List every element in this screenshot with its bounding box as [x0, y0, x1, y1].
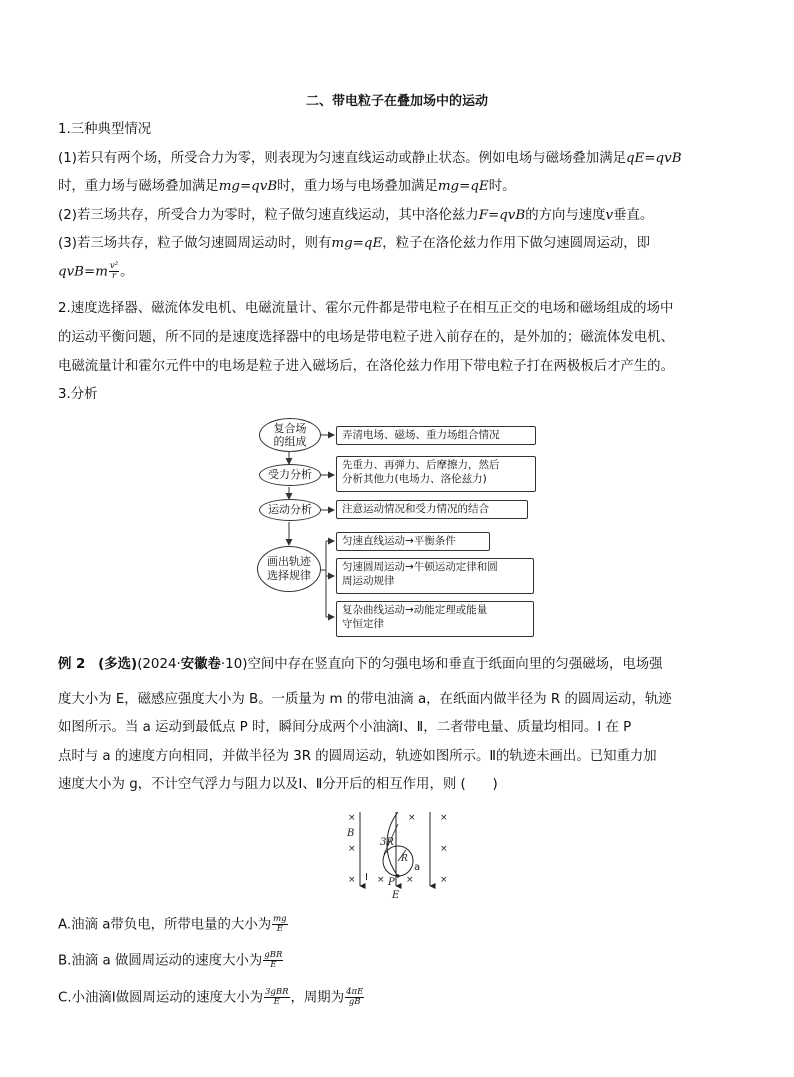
case3-fraction-den: r	[111, 271, 117, 281]
case2-text-post: 垂直。	[613, 208, 654, 223]
option-C-den2: gB	[348, 997, 361, 1007]
label-a: a	[414, 862, 421, 873]
option-C	[58, 988, 365, 1008]
option-C-num2: 4πE	[346, 987, 364, 997]
option-C-text: C.小油滴Ⅰ做圆周运动的速度大小为	[58, 990, 264, 1006]
flow-step4-line1: 画出轨迹	[267, 555, 311, 568]
flow-step1-line2: 的组成	[273, 435, 307, 448]
section2-line2: 的运动平衡问题，所不同的是速度选择器中的电场是带电粒子进入前存在的，是外加的；磁流体发电机、	[58, 330, 674, 345]
option-C-fraction-1	[264, 988, 290, 1007]
flow-step4-line2: 选择规律	[267, 569, 311, 582]
case2-text-pre: (2)若三场共存，所受合力为零时，粒子做匀速直线运动，其中洛伦兹力	[58, 208, 479, 223]
flow-step-trajectory	[257, 546, 321, 592]
label-I: Ⅰ	[365, 872, 368, 883]
flow-branch3-line1: 复杂曲线运动→动能定理或能量	[342, 604, 488, 616]
field-figure	[336, 806, 456, 906]
magnetic-field-cross: ×	[440, 875, 448, 885]
case1-formula-b1: mg=qvB	[218, 179, 278, 194]
section-title: 二、带电粒子在叠加场中的运动	[305, 94, 488, 109]
example-line5: 速度大小为 g，不计空气浮力与阻力以及Ⅰ、Ⅱ分开后的相互作用，则 ( )	[58, 777, 498, 792]
case1-text-b-mid: 时，重力场与电场叠加满足	[277, 179, 438, 194]
case3-fraction-num: v²	[109, 261, 119, 271]
label-3R: 3R	[380, 837, 394, 848]
flow-step1-line1: 复合场	[273, 422, 307, 435]
option-C-fraction-2	[345, 988, 364, 1007]
magnetic-field-cross: ×	[406, 875, 414, 885]
point-P-marker	[396, 874, 399, 877]
example-line3: 如图所示。当 a 运动到最低点 P 时，瞬间分成两个小油滴Ⅰ、Ⅱ，二者带电量、质量均相同。Ⅰ 在 P	[58, 720, 632, 735]
case3-text-pre: (3)若三场共存，粒子做匀速圆周运动时，则有	[58, 236, 332, 251]
section2-line3: 电磁流量计和霍尔元件中的电场是粒子进入磁场后，在洛伦兹力作用下带电粒子打在两极板后才产生的。	[58, 359, 674, 374]
flow-box-force-line1: 先重力、再弹力、后摩擦力，然后	[342, 459, 500, 471]
case1-formula-a: qE=qvB	[625, 151, 682, 166]
label-B: B	[347, 828, 355, 839]
flow-step-motion: 运动分析	[259, 499, 321, 521]
label-R: R	[401, 854, 408, 864]
magnetic-field-cross: ×	[408, 813, 416, 823]
flow-branch3-line2: 守恒定律	[342, 618, 384, 630]
flow-step-force: 受力分析	[259, 464, 321, 486]
case2-text-mid: 的方向与速度	[525, 208, 606, 223]
section2-line1: 2.速度选择器、磁流体发电机、电磁流量计、霍尔元件都是带电粒子在相互正交的电场和磁场组成的场中	[58, 301, 674, 316]
flow-branch2-line2: 周运动规律	[342, 575, 395, 587]
case3-end: 。	[120, 264, 134, 280]
case1-formula-b2: mg=qE	[437, 179, 489, 194]
example-label: 例 2	[58, 657, 86, 672]
example-line1	[58, 656, 663, 674]
option-B-den: E	[270, 960, 277, 970]
magnetic-field-cross: ×	[348, 813, 356, 823]
option-B-num: gBR	[264, 950, 283, 960]
case3-text-post: ，粒子在洛伦兹力作用下做匀速圆周运动，即	[382, 236, 651, 251]
example-source-pre: (2024·	[137, 657, 181, 672]
option-B-fraction	[263, 951, 283, 970]
magnetic-field-cross: ×	[348, 844, 356, 854]
flow-branch-uniform-circular	[336, 558, 534, 594]
flow-step-composition	[259, 418, 321, 452]
example-line2: 度大小为 E，磁感应强度大小为 B。一质量为 m 的带电油滴 a，在纸面内做半径为 R 的圆周运动，轨迹	[58, 692, 672, 707]
option-A-den: E	[276, 924, 283, 934]
flow-branch2-line1: 匀速圆周运动→牛顿运动定律和圆	[342, 561, 498, 573]
label-E: E	[392, 890, 400, 901]
option-B-text: B.油滴 a 做圆周运动的速度大小为	[58, 953, 263, 969]
label-P: P	[388, 877, 395, 888]
example-source-post: ·10)	[220, 657, 248, 672]
option-A-num: mg	[273, 914, 287, 924]
section3-heading: 3.分析	[58, 387, 98, 402]
example-tag: (多选)	[98, 657, 138, 672]
flow-box-force-line2: 分析其他力(电场力、洛伦兹力)	[342, 473, 487, 485]
option-C-mid: ，周期为	[290, 990, 345, 1006]
flow-branch-uniform-linear: 匀速直线运动→平衡条件	[336, 532, 490, 551]
case1-text-a: (1)若只有两个场，所受合力为零，则表现为匀速直线运动或静止状态。例如电场与磁场叠加满足	[58, 151, 626, 166]
magnetic-field-cross: ×	[440, 844, 448, 854]
case1-text-b-post: 时。	[488, 179, 516, 194]
example-text-1: 空间中存在竖直向下的匀强电场和垂直于纸面向里的匀强磁场，电场强	[247, 657, 663, 672]
magnetic-field-cross: ×	[377, 875, 385, 885]
option-A	[58, 915, 289, 935]
option-C-den1: E	[273, 997, 280, 1007]
magnetic-field-cross: ×	[440, 813, 448, 823]
case1-text-b-pre: 时，重力场与磁场叠加满足	[58, 179, 219, 194]
flow-box-motion: 注意运动情况和受力情况的结合	[336, 500, 528, 519]
case3-formula: mg=qE	[331, 236, 383, 251]
magnetic-field-cross: ×	[348, 875, 356, 885]
option-B	[58, 951, 284, 971]
flow-box-composition: 弄清电场、磁场、重力场组合情况	[336, 426, 536, 445]
case3-equation-left: qvB=m	[58, 264, 108, 280]
example-source-bold: 安徽卷	[180, 657, 221, 672]
case2-velocity: v	[605, 208, 614, 223]
case2-formula: F=qvB	[478, 208, 526, 223]
option-A-text: A.油滴 a带负电，所带电量的大小为	[58, 917, 272, 933]
section1-heading: 1.三种典型情况	[58, 122, 152, 137]
option-C-num1: 3gBR	[265, 987, 289, 997]
example-line4: 点时与 a 的速度方向相同，并做半径为 3R 的圆周运动，轨迹如图所示。Ⅱ的轨迹未画出。已知重力加	[58, 749, 657, 764]
flow-branch-complex-curve	[336, 601, 534, 637]
flow-box-force	[336, 456, 536, 492]
option-A-fraction	[272, 915, 288, 934]
